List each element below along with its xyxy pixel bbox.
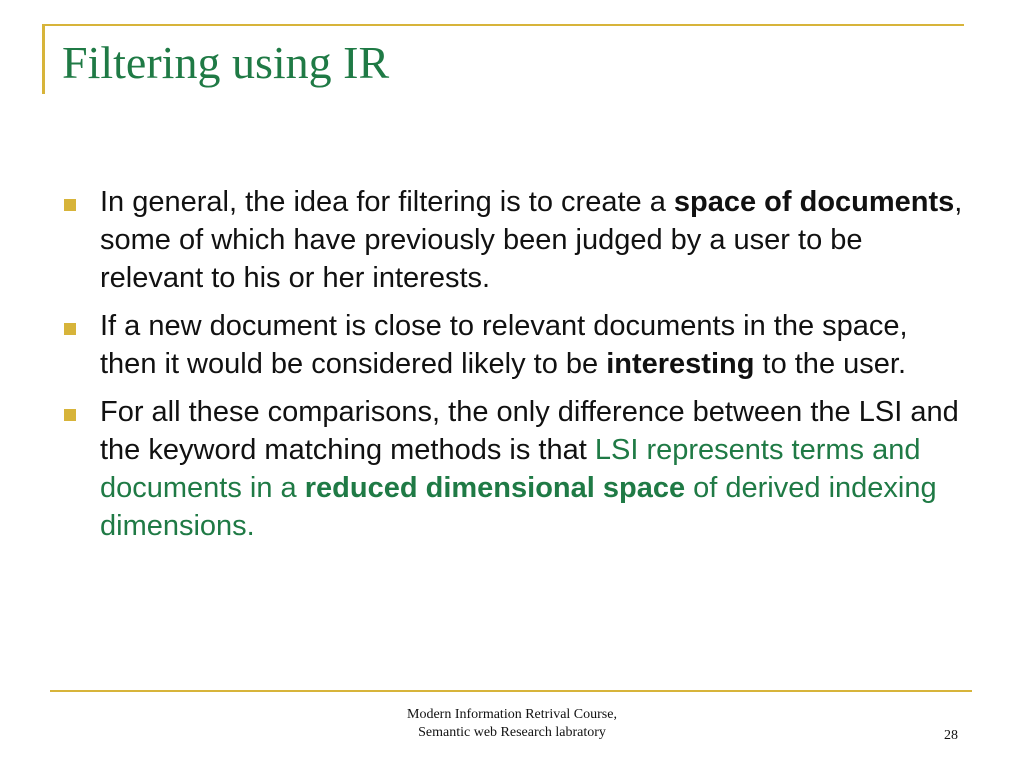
square-bullet-icon: [64, 323, 76, 335]
footer-course-line: Modern Information Retrival Course,: [407, 707, 617, 722]
bullet-text-part: If a new document is close to relevant documents in the space, then it would be considered likely to be: [100, 310, 908, 380]
title-frame-top-line: [42, 24, 964, 26]
bullet-bold-text: space of documents: [673, 186, 955, 218]
title-frame-vertical-line: [42, 24, 45, 94]
bullet-bold-text: interesting: [606, 348, 755, 380]
slide-content: [62, 183, 972, 555]
bullet-green-text: of derived indexing dimensions.: [100, 472, 937, 542]
slide-footer: [340, 706, 684, 742]
slide-title: Filtering using IR: [62, 37, 390, 88]
footer-lab-line: Semantic web Research labratory: [418, 725, 606, 740]
square-bullet-icon: [64, 409, 76, 421]
bullet-text-part: , some of which have previously been judged by a user to be relevant to his or her interests.: [100, 186, 963, 294]
page-number: 28: [944, 728, 958, 743]
bullet-text-part: In general, the idea for filtering is to create a: [100, 186, 674, 218]
bullet-text-part: to the user.: [754, 348, 906, 380]
footer-divider: [50, 690, 972, 692]
bullet-item-lsi-comparison: [62, 393, 972, 545]
square-bullet-icon: [64, 199, 76, 211]
bullet-item-new-document: [62, 307, 972, 383]
bullet-item-filtering-idea: [62, 183, 972, 297]
bullet-green-bold-text: reduced dimensional space: [304, 472, 686, 504]
bullet-text-part: For all these comparisons, the only difference between the LSI and the keyword matching methods is that: [100, 396, 959, 466]
bullet-green-text: LSI represents terms and documents in a: [100, 434, 921, 504]
